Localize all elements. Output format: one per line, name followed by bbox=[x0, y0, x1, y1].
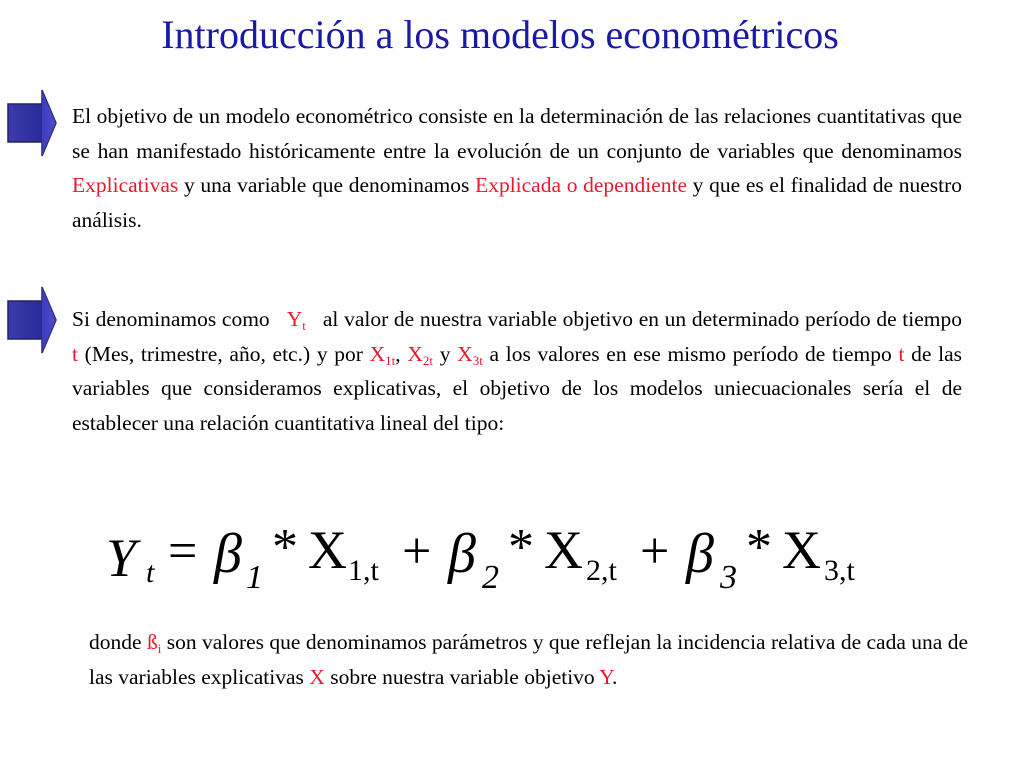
formula-star3: * bbox=[746, 519, 772, 576]
right-arrow-icon bbox=[6, 88, 58, 158]
formula-x2: X bbox=[544, 520, 583, 580]
formula-x3: X bbox=[782, 520, 821, 580]
formula-beta2-sub: 2 bbox=[482, 559, 499, 596]
explicativas-term: Explicativas bbox=[72, 173, 179, 197]
formula-x2-sub: 2,t bbox=[586, 554, 617, 587]
formula-beta1: β bbox=[214, 523, 242, 585]
right-arrow-icon bbox=[6, 285, 58, 355]
formula-beta3-sub: 3 bbox=[720, 559, 737, 596]
formula-beta1-sub: 1 bbox=[246, 559, 263, 596]
definition-paragraph: Si denominamos como $Y_t$ al valor de nuestra variable objetivo en un determinado período de tiempo t (Mes, trimestre, año, etc.) y por $X_{1t}$, $X_{2t}$ y $X_{3t}$ a los valores en ese mismo período de tiempo t de las variables que consideramos explicativas, el objetivo de los modelos uniecuacionales sería el de establecer una relación cuantitativa lineal del tipo: bbox=[72, 307, 963, 435]
formula-y: Y bbox=[106, 528, 137, 588]
formula-x1-sub: 1,t bbox=[348, 554, 379, 587]
formula-equals: = bbox=[168, 523, 198, 580]
formula-x3-sub: 3,t bbox=[824, 554, 855, 587]
y-variable: $Y_t$ bbox=[286, 307, 306, 333]
formula-beta3: β bbox=[686, 523, 714, 585]
t-variable: t bbox=[72, 341, 78, 366]
beta-i-term: $ß_i$ bbox=[146, 630, 162, 656]
formula-beta2: β bbox=[448, 523, 476, 585]
x3-variable: $X_{3t}$ bbox=[457, 341, 483, 368]
x2-variable: $X_{2t}$ bbox=[407, 341, 434, 368]
formula-y-sub: t bbox=[146, 556, 155, 589]
regression-formula bbox=[96, 508, 946, 600]
x-term: X bbox=[309, 664, 325, 689]
formula-plus1: + bbox=[402, 523, 432, 580]
slide-title: Introducción a los modelos econométricos bbox=[161, 12, 839, 57]
formula-x1: X bbox=[308, 520, 347, 580]
x1-variable: $X_{1t}$ bbox=[369, 341, 396, 368]
y-term: Y bbox=[599, 664, 613, 689]
formula-star1: * bbox=[272, 519, 298, 576]
formula-star2: * bbox=[508, 519, 534, 576]
objective-paragraph: El objetivo de un modelo econométrico consiste en la determinación de las relaciones cuantitativas que se han manifestado históricamente entre la evolución de un conjunto de variables que denominamos Explicativas y una variable que denominamos Explicada o dependiente y que es el finalidad de nuestro análisis. bbox=[72, 104, 962, 232]
t-variable: t bbox=[898, 341, 905, 366]
formula-plus2: + bbox=[640, 523, 670, 580]
parameters-paragraph: donde $ß_i$ son valores que denominamos parámetros y que reflejan la incidencia relativa de cada una de las variables explicativas X sobre nuestra variable objetivo Y. bbox=[89, 630, 969, 689]
explicada-term: Explicada o dependiente bbox=[475, 173, 687, 197]
